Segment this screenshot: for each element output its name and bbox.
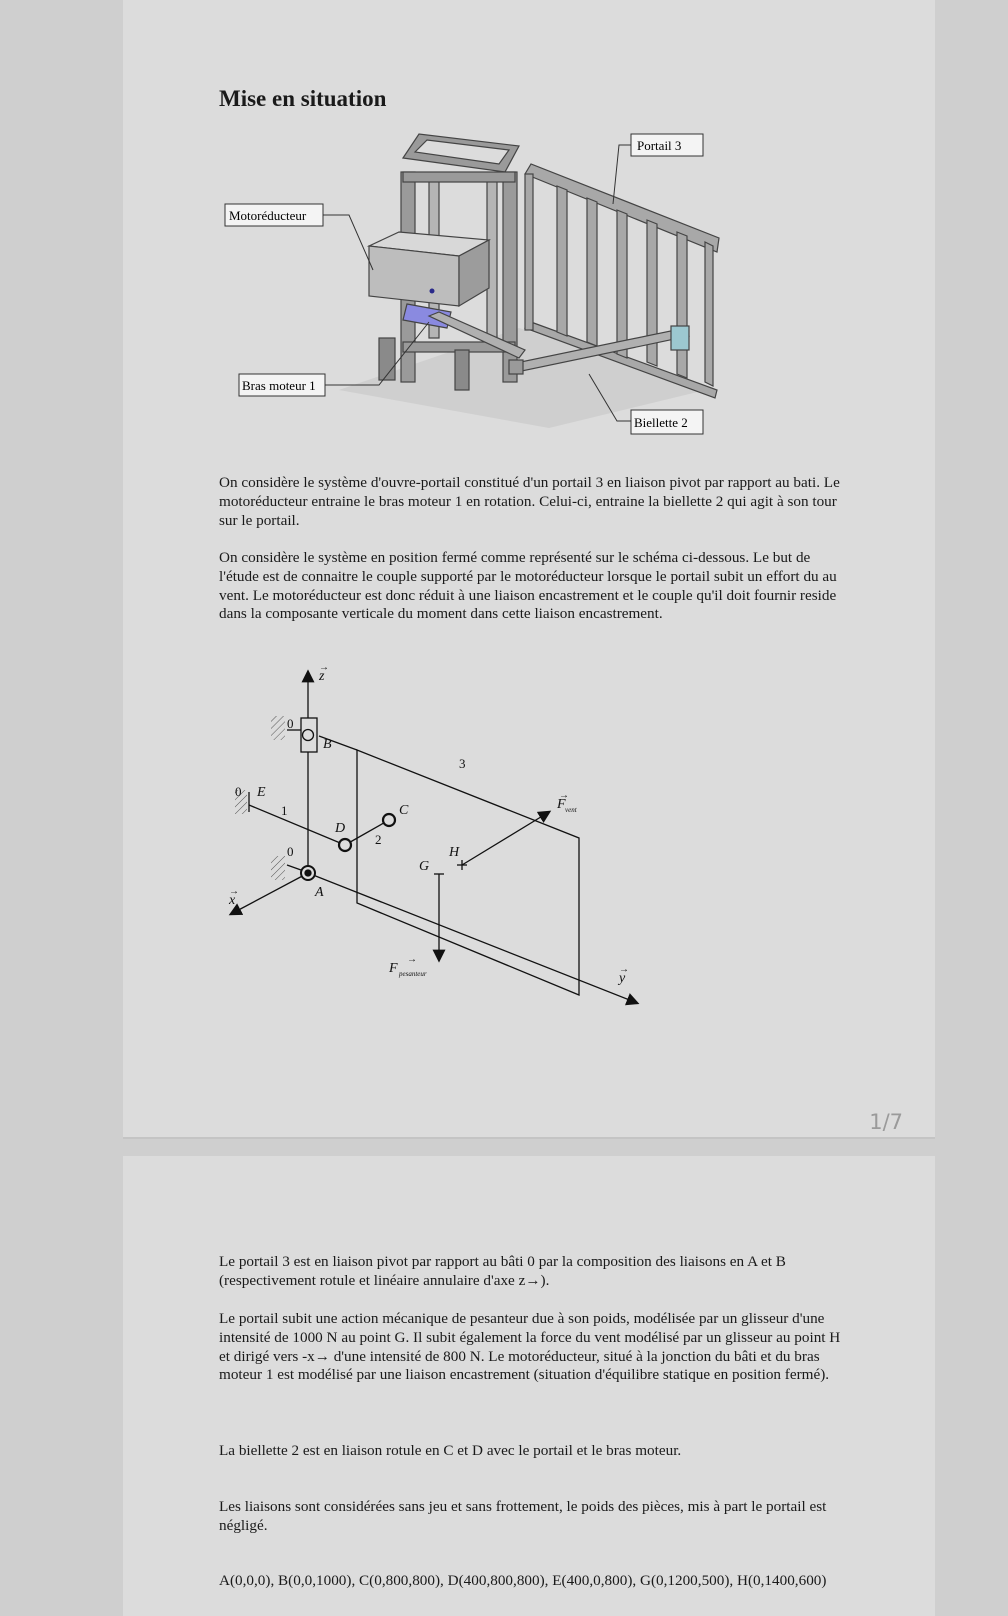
label-motoreducteur: Motoréducteur [229, 208, 307, 223]
svg-text:→: → [229, 886, 239, 897]
coordinates-paragraph: A(0,0,0), B(0,0,1000), C(0,800,800), D(400,800,800), E(400,0,800), G(0,1200,500), H(0,1400,600) [219, 1572, 827, 1589]
svg-text:→: → [407, 954, 417, 965]
ground-hatch-top [271, 716, 285, 740]
ground-label-mid: 0 [235, 784, 242, 799]
force-vent-subscript: vent [565, 806, 577, 814]
point-g-label: G [419, 859, 430, 874]
ground-label-top: 0 [287, 716, 294, 731]
ground-label-bottom: 0 [287, 844, 294, 859]
gate-illustration [219, 128, 729, 453]
point-c-label: C [399, 803, 409, 818]
kinematic-schema [219, 660, 779, 1010]
axis-y-label: y [619, 971, 626, 986]
intro-paragraph: On considère le système d'ouvre-portail constitué d'un portail 3 en liaison pivot par rapport au bati. Le motoréducteur entraine le bras moteur 1 en rotation. Celui-ci, entraine la biellette 2 qui agit à son tour sur le portail. [219, 474, 840, 529]
label-portail: Portail 3 [637, 138, 682, 153]
study-paragraph: On considère le système en position fermé comme représenté sur le schéma ci-dessous. Le but de l'étude est de connaitre le couple supporté par le motoréducteur lorsque le portail subit un effort du au vent. Le motoréducteur est donc réduit à une liaison encastrement et le couple qu'il doit fournir reside dans la composante verticale du moment dans cette liaison encastrement. [219, 549, 837, 623]
part-1-label: 1 [281, 803, 288, 818]
point-a-label: A [315, 885, 324, 900]
part-3-label: 3 [459, 756, 466, 771]
liaison-paragraph: Le portail 3 est en liaison pivot par rapport au bâti 0 par la composition des liaisons en A et B (respectivement rotule et linéaire annulaire d'axe z→). [219, 1253, 786, 1289]
label-biellette: Biellette 2 [634, 415, 688, 430]
point-h-label: H [449, 845, 460, 860]
actions-paragraph: Le portail subit une action mécanique de pesanteur due à son poids, modélisée par un glisseur d'une intensité de 1000 N au point G. Il subit également la force du vent modélisé par un glisseur au point H et dirigé vers -x→ d'une intensité de 800 N. Le motoréducteur, situé à la jonction du bâti et du bras moteur 1 est modélisé par une liaison encastrement (situation d'équilibre statique en position fermé). [219, 1310, 841, 1384]
section-title: Mise en situation [219, 86, 387, 111]
axis-z-label: z [319, 669, 325, 684]
svg-text:→: → [319, 662, 329, 673]
hypotheses-paragraph: Les liaisons sont considérées sans jeu et sans frottement, le poids des pièces, mis à part le portail est négligé. [219, 1498, 827, 1534]
document-page-2 [123, 1156, 935, 1616]
point-b-label: B [323, 737, 332, 752]
point-e-label: E [257, 785, 266, 800]
document-page-1 [123, 0, 935, 1139]
page-number: 1/7 [869, 1110, 903, 1134]
force-pesanteur-subscript: pesanteur [399, 970, 427, 978]
svg-text:→: → [559, 790, 569, 801]
point-d-label: D [335, 821, 346, 836]
ground-hatch-bottom [271, 856, 285, 880]
part-2-label: 2 [375, 832, 382, 847]
label-bras-moteur: Bras moteur 1 [242, 378, 316, 393]
biellette-paragraph: La biellette 2 est en liaison rotule en C et D avec le portail et le bras moteur. [219, 1442, 682, 1459]
force-vent-label: F [557, 797, 566, 812]
force-pesanteur-label: F [389, 961, 398, 976]
axis-x-label: x [229, 893, 236, 908]
motor-box [369, 232, 489, 328]
svg-text:→: → [619, 964, 629, 975]
